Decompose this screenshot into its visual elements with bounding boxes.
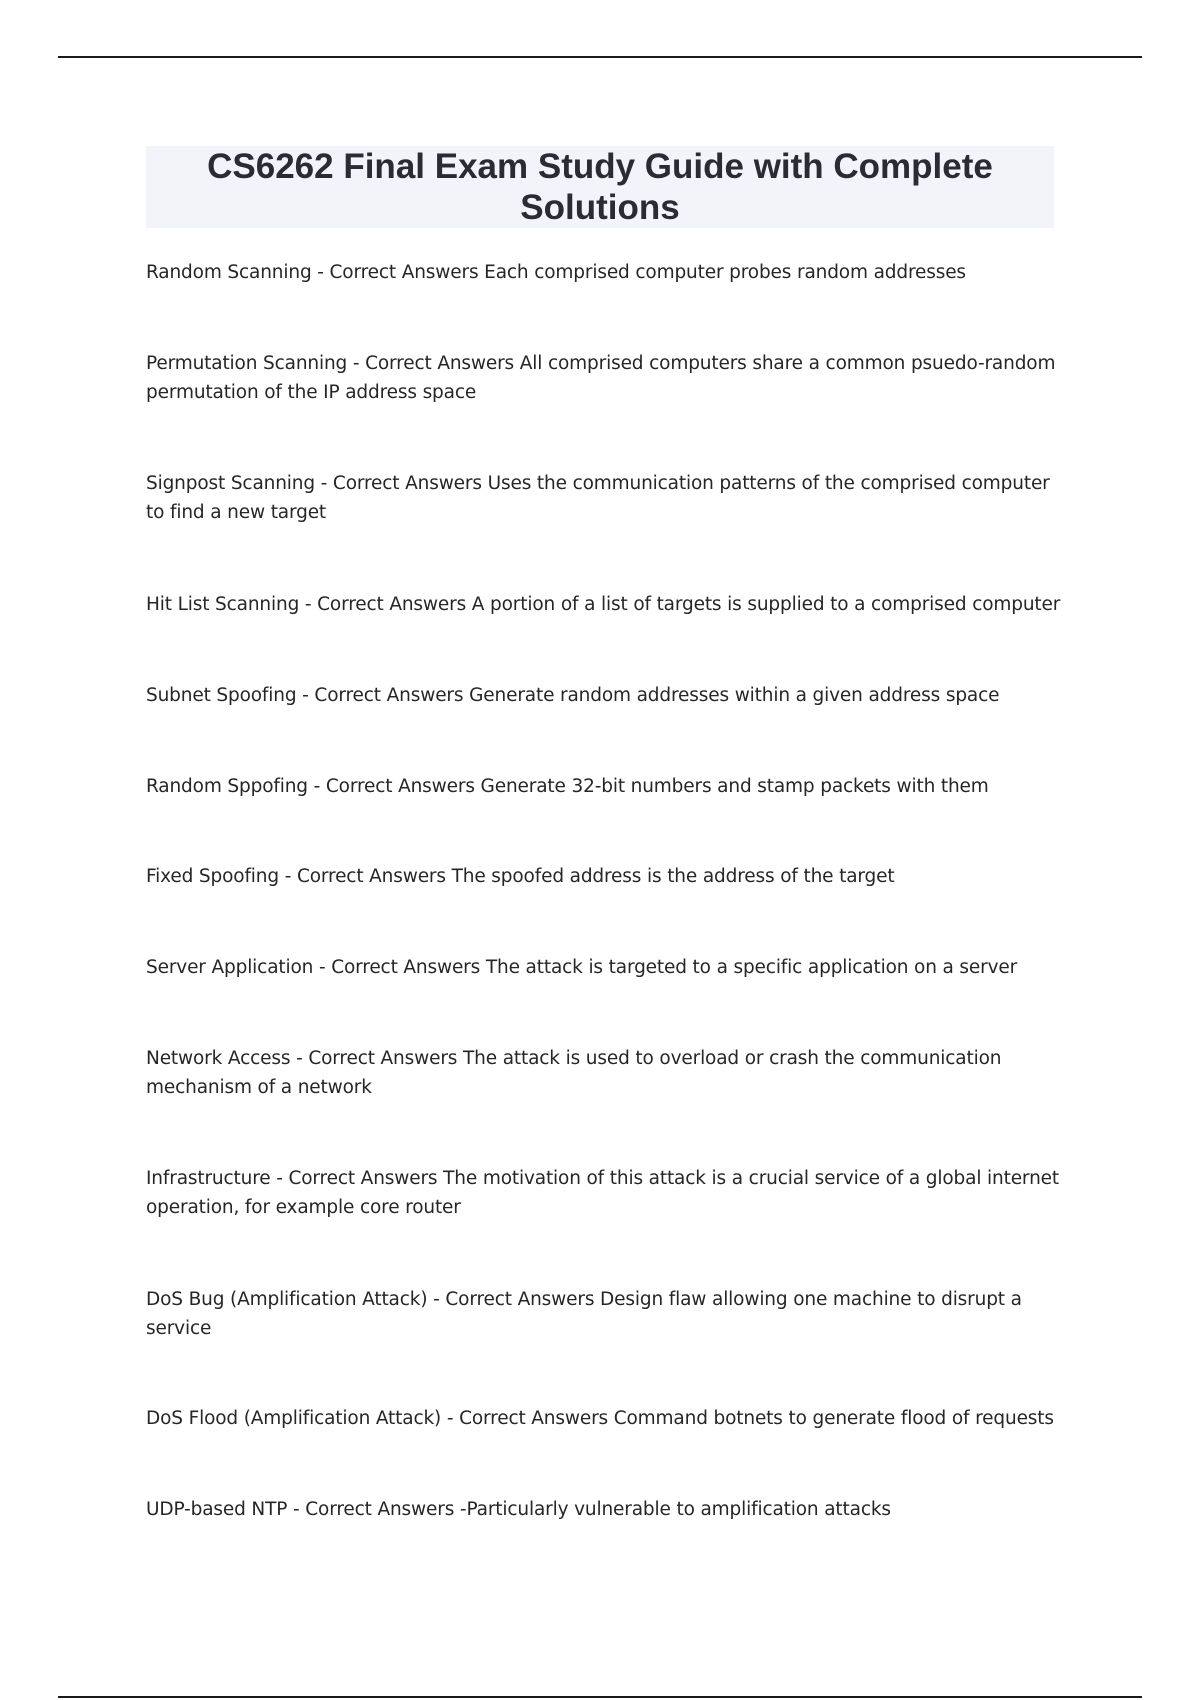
entry-hit-list-scanning: Hit List Scanning - Correct Answers A portion of a list of targets is supplied to a comprised computer [146,594,1061,615]
entry-permutation-scanning: Permutation Scanning - Correct Answers All comprised computers share a common psuedo-random permutation of the IP address space [146,353,1056,403]
entry-infrastructure: Infrastructure - Correct Answers The motivation of this attack is a crucial service of a global internet operation, for example core router [146,1168,1059,1218]
top-divider [58,56,1142,58]
entry-udp-based-ntp: UDP-based NTP - Correct Answers -Particularly vulnerable to amplification attacks [146,1499,891,1520]
entry-network-access: Network Access - Correct Answers The attack is used to overload or crash the communication mechanism of a network [146,1048,1002,1098]
entry-fixed-spoofing: Fixed Spoofing - Correct Answers The spoofed address is the address of the target [146,866,895,887]
title-banner [146,146,1054,228]
entry-dos-bug: DoS Bug (Amplification Attack) - Correct Answers Design flaw allowing one machine to disrupt a service [146,1289,1022,1339]
page-title: CS6262 Final Exam Study Guide with Complete Solutions [207,147,993,227]
entry-random-scanning: Random Scanning - Correct Answers Each comprised computer probes random addresses [146,262,966,283]
bottom-divider [58,1696,1142,1698]
entry-dos-flood: DoS Flood (Amplification Attack) - Correct Answers Command botnets to generate flood of requests [146,1408,1054,1429]
entry-server-application: Server Application - Correct Answers The attack is targeted to a specific application on a server [146,957,1018,978]
entry-signpost-scanning: Signpost Scanning - Correct Answers Uses the communication patterns of the comprised computer to find a new target [146,473,1050,523]
entry-random-spoofing: Random Sppofing - Correct Answers Generate 32-bit numbers and stamp packets with them [146,776,989,797]
entry-subnet-spoofing: Subnet Spoofing - Correct Answers Generate random addresses within a given address space [146,685,1000,706]
